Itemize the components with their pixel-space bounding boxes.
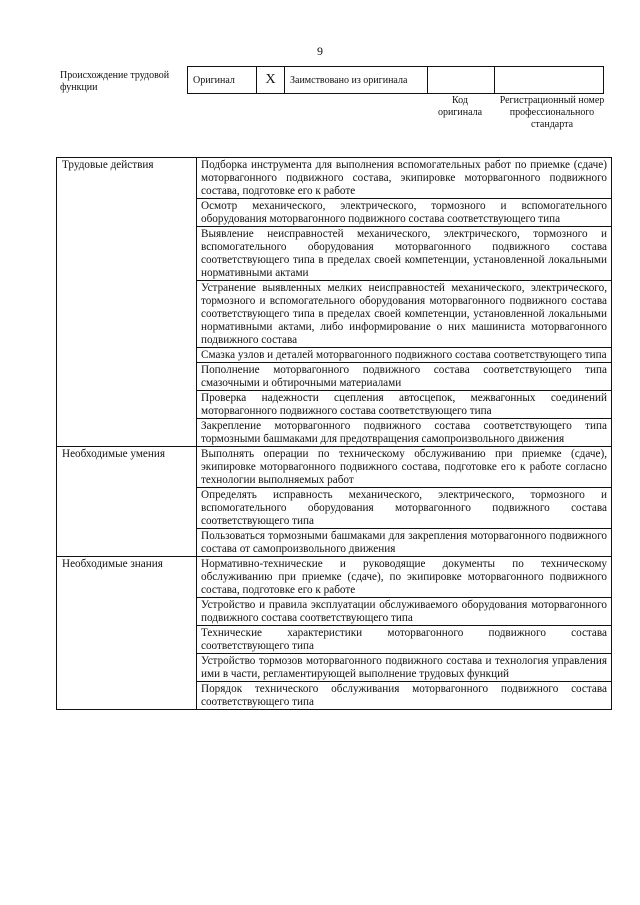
action-item: Пополнение моторвагонного подвижного состава соответствующего типа смазочными и обтирочными материалами [197, 363, 612, 391]
code-caption: Код оригинала [437, 95, 483, 118]
knowledge-item: Нормативно-технические и руководящие документы по техническому обслуживанию при приемке (сдаче), по экипировке моторвагонного подвижного состава, подготовке его к работе [197, 557, 612, 598]
origin-label: Происхождение трудовой функции [60, 70, 170, 93]
action-item: Осмотр механического, электрического, тормозного и вспомогательного оборудования моторвагонного подвижного состава соответствующего типа [197, 199, 612, 227]
reg-number-cell [495, 67, 604, 94]
knowledge-item: Устройство и правила эксплуатации обслуживаемого оборудования моторвагонного подвижного состава соответствующего типа [197, 598, 612, 626]
action-item: Выявление неисправностей механического, электрического, тормозного и вспомогательного оборудования моторвагонного подвижного состава соответствующего типа в пределах своей компетенции, установленной локальными нормативными актами [197, 227, 612, 281]
borrowed-cell: Заимствовано из оригинала [285, 67, 428, 94]
action-item: Смазка узлов и деталей моторвагонного подвижного состава соответствующего типа [197, 348, 612, 363]
original-mark: X [257, 67, 285, 94]
section-title-actions: Трудовые действия [57, 158, 197, 447]
skill-item: Выполнять операции по техническому обслуживанию при приемке (сдаче), экипировке моторвагонного подвижного состава, подготовке его к работе согласно технологии выполняемых работ [197, 447, 612, 488]
origin-table [187, 66, 604, 94]
action-item: Закрепление моторвагонного подвижного состава соответствующего типа тормозными башмаками для предотвращения самопроизвольного движения [197, 419, 612, 447]
knowledge-item: Порядок технического обслуживания моторвагонного подвижного состава соответствующего типа [197, 682, 612, 710]
page-number: 9 [317, 44, 323, 58]
competency-table [56, 157, 612, 710]
reg-number-caption: Регистрационный номер профессионального стандарта [499, 95, 605, 130]
skill-item: Определять исправность механического, электрического, тормозного и вспомогательного оборудования моторвагонного подвижного состава соответствующего типа [197, 488, 612, 529]
table-row [57, 447, 612, 488]
section-title-knowledge: Необходимые знания [57, 557, 197, 710]
original-cell: Оригинал [188, 67, 257, 94]
knowledge-item: Технические характеристики моторвагонного подвижного состава соответствующего типа [197, 626, 612, 654]
table-row [57, 557, 612, 598]
knowledge-item: Устройство тормозов моторвагонного подвижного состава и технология управления ими в части, регламентирующей выполнение трудовых функций [197, 654, 612, 682]
action-item: Подборка инструмента для выполнения вспомогательных работ по приемке (сдаче) моторвагонного подвижного состава, экипировке моторвагонного подвижного состава, подготовке его к работе [197, 158, 612, 199]
action-item: Устранение выявленных мелких неисправностей механического, электрического, тормозного и вспомогательного оборудования моторвагонного подвижного состава соответствующего типа в пределах своей компетенции, установленной локальными нормативными актами, либо информирование о них машиниста моторвагонного подвижного состава [197, 281, 612, 348]
skill-item: Пользоваться тормозными башмаками для закрепления моторвагонного подвижного состава от самопроизвольного движения [197, 529, 612, 557]
code-cell [428, 67, 495, 94]
section-title-skills: Необходимые умения [57, 447, 197, 557]
table-row [57, 158, 612, 199]
action-item: Проверка надежности сцепления автосцепок, межвагонных соединений моторвагонного подвижного состава соответствующего типа [197, 391, 612, 419]
